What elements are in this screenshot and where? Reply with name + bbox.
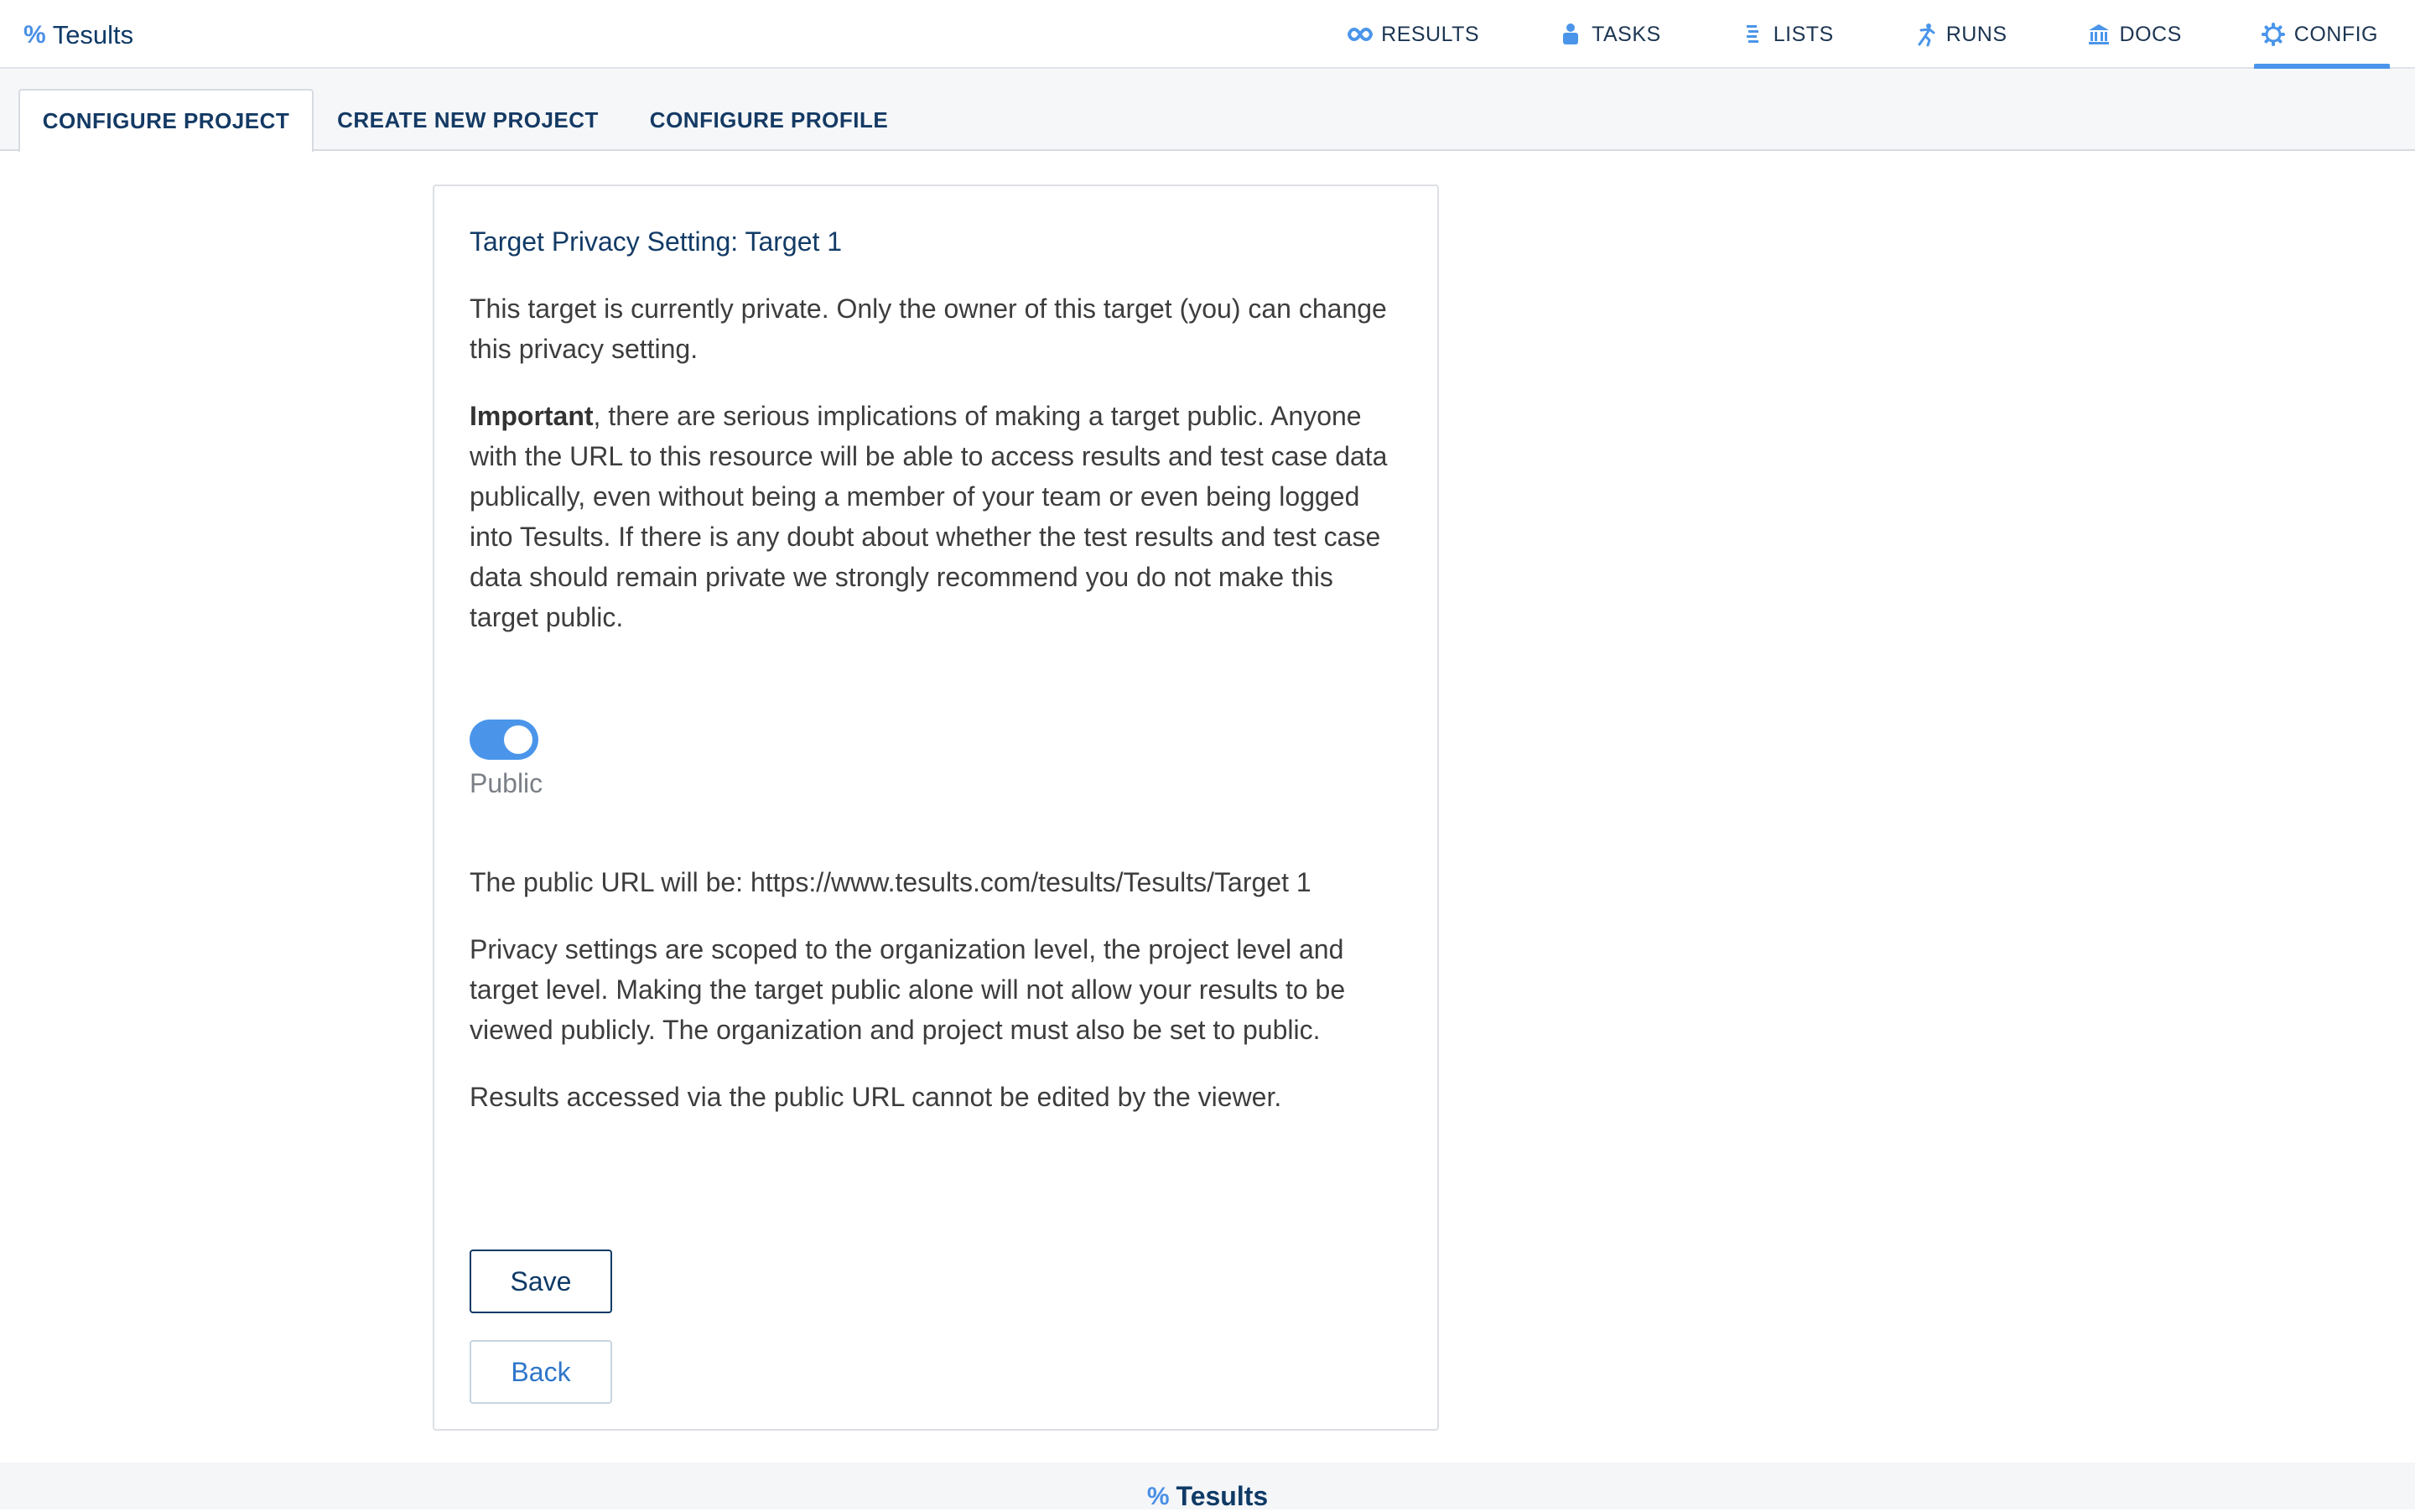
person-icon bbox=[1558, 22, 1583, 47]
tab-configure-project[interactable] bbox=[18, 89, 314, 153]
infinity-icon bbox=[1348, 22, 1373, 47]
footer-brand[interactable] bbox=[0, 1481, 2415, 1512]
important-warning bbox=[470, 396, 1400, 637]
percent-logo-icon: % bbox=[23, 21, 46, 49]
back-button[interactable]: Back bbox=[470, 1340, 612, 1404]
brand-logo[interactable] bbox=[23, 17, 133, 54]
public-url-text: The public URL will be: https://www.tesults.com/tesults/Tesults/Target 1 bbox=[470, 867, 1311, 897]
card-title: Target Privacy Setting: Target 1 bbox=[470, 226, 843, 257]
percent-logo-icon: % bbox=[1146, 1482, 1170, 1510]
brand-name: Tesults bbox=[52, 20, 134, 49]
nav-docs[interactable] bbox=[2075, 0, 2194, 69]
toggle-knob bbox=[504, 725, 532, 754]
nav-config-label: CONFIG bbox=[2293, 22, 2378, 46]
save-button[interactable]: Save bbox=[470, 1250, 612, 1313]
tab-create-new-project-label: CREATE NEW PROJECT bbox=[337, 107, 599, 132]
config-tabs bbox=[0, 69, 2415, 151]
tab-configure-profile[interactable] bbox=[631, 89, 907, 151]
list-icon bbox=[1740, 22, 1765, 47]
public-toggle-label: Public bbox=[470, 768, 543, 798]
nav-tasks[interactable] bbox=[1546, 0, 1673, 69]
privacy-settings-card bbox=[433, 184, 1439, 1431]
nav-runs-label: RUNS bbox=[1945, 22, 2007, 46]
main-nav bbox=[1280, 0, 2390, 69]
important-lead: Important bbox=[470, 401, 594, 431]
public-toggle[interactable] bbox=[470, 720, 538, 760]
tab-configure-profile-label: CONFIGURE PROFILE bbox=[649, 107, 889, 132]
top-navbar bbox=[0, 0, 2415, 69]
footer bbox=[0, 1463, 2415, 1509]
running-icon bbox=[1913, 22, 1938, 47]
nav-lists[interactable] bbox=[1728, 0, 1846, 69]
privacy-intro-text: This target is currently private. Only the owner of this target (you) can change this privacy setting. bbox=[470, 294, 1387, 364]
bank-icon bbox=[2086, 22, 2111, 47]
nav-docs-label: DOCS bbox=[2119, 22, 2182, 46]
important-text: , there are serious implications of making a target public. Anyone with the URL to this resource will be able to access results and test case data publically, even without being a member of your team or even being logged into Tesults. If there is any doubt about whether the test results and test case data should remain private we strongly recommend you do not make this target public. bbox=[470, 401, 1388, 632]
nav-runs[interactable] bbox=[1901, 0, 2019, 69]
nav-results-label: RESULTS bbox=[1381, 22, 1480, 46]
footer-brand-name: Tesults bbox=[1176, 1481, 1269, 1511]
nav-results[interactable] bbox=[1336, 0, 1491, 69]
tab-configure-project-label: CONFIGURE PROJECT bbox=[42, 107, 290, 133]
nav-lists-label: LISTS bbox=[1773, 22, 1834, 46]
nav-config[interactable] bbox=[2249, 0, 2390, 69]
nav-tasks-label: TASKS bbox=[1592, 22, 1661, 46]
scope-text: Privacy settings are scoped to the organization level, the project level and target level. Making the target public alone will not allow your results to be viewed publicly. The organization and project must also be set to public. bbox=[470, 934, 1346, 1045]
edit-restriction-text: Results accessed via the public URL cannot be edited by the viewer. bbox=[470, 1082, 1282, 1112]
gear-icon bbox=[2261, 22, 2286, 47]
tab-create-new-project[interactable] bbox=[322, 89, 614, 151]
